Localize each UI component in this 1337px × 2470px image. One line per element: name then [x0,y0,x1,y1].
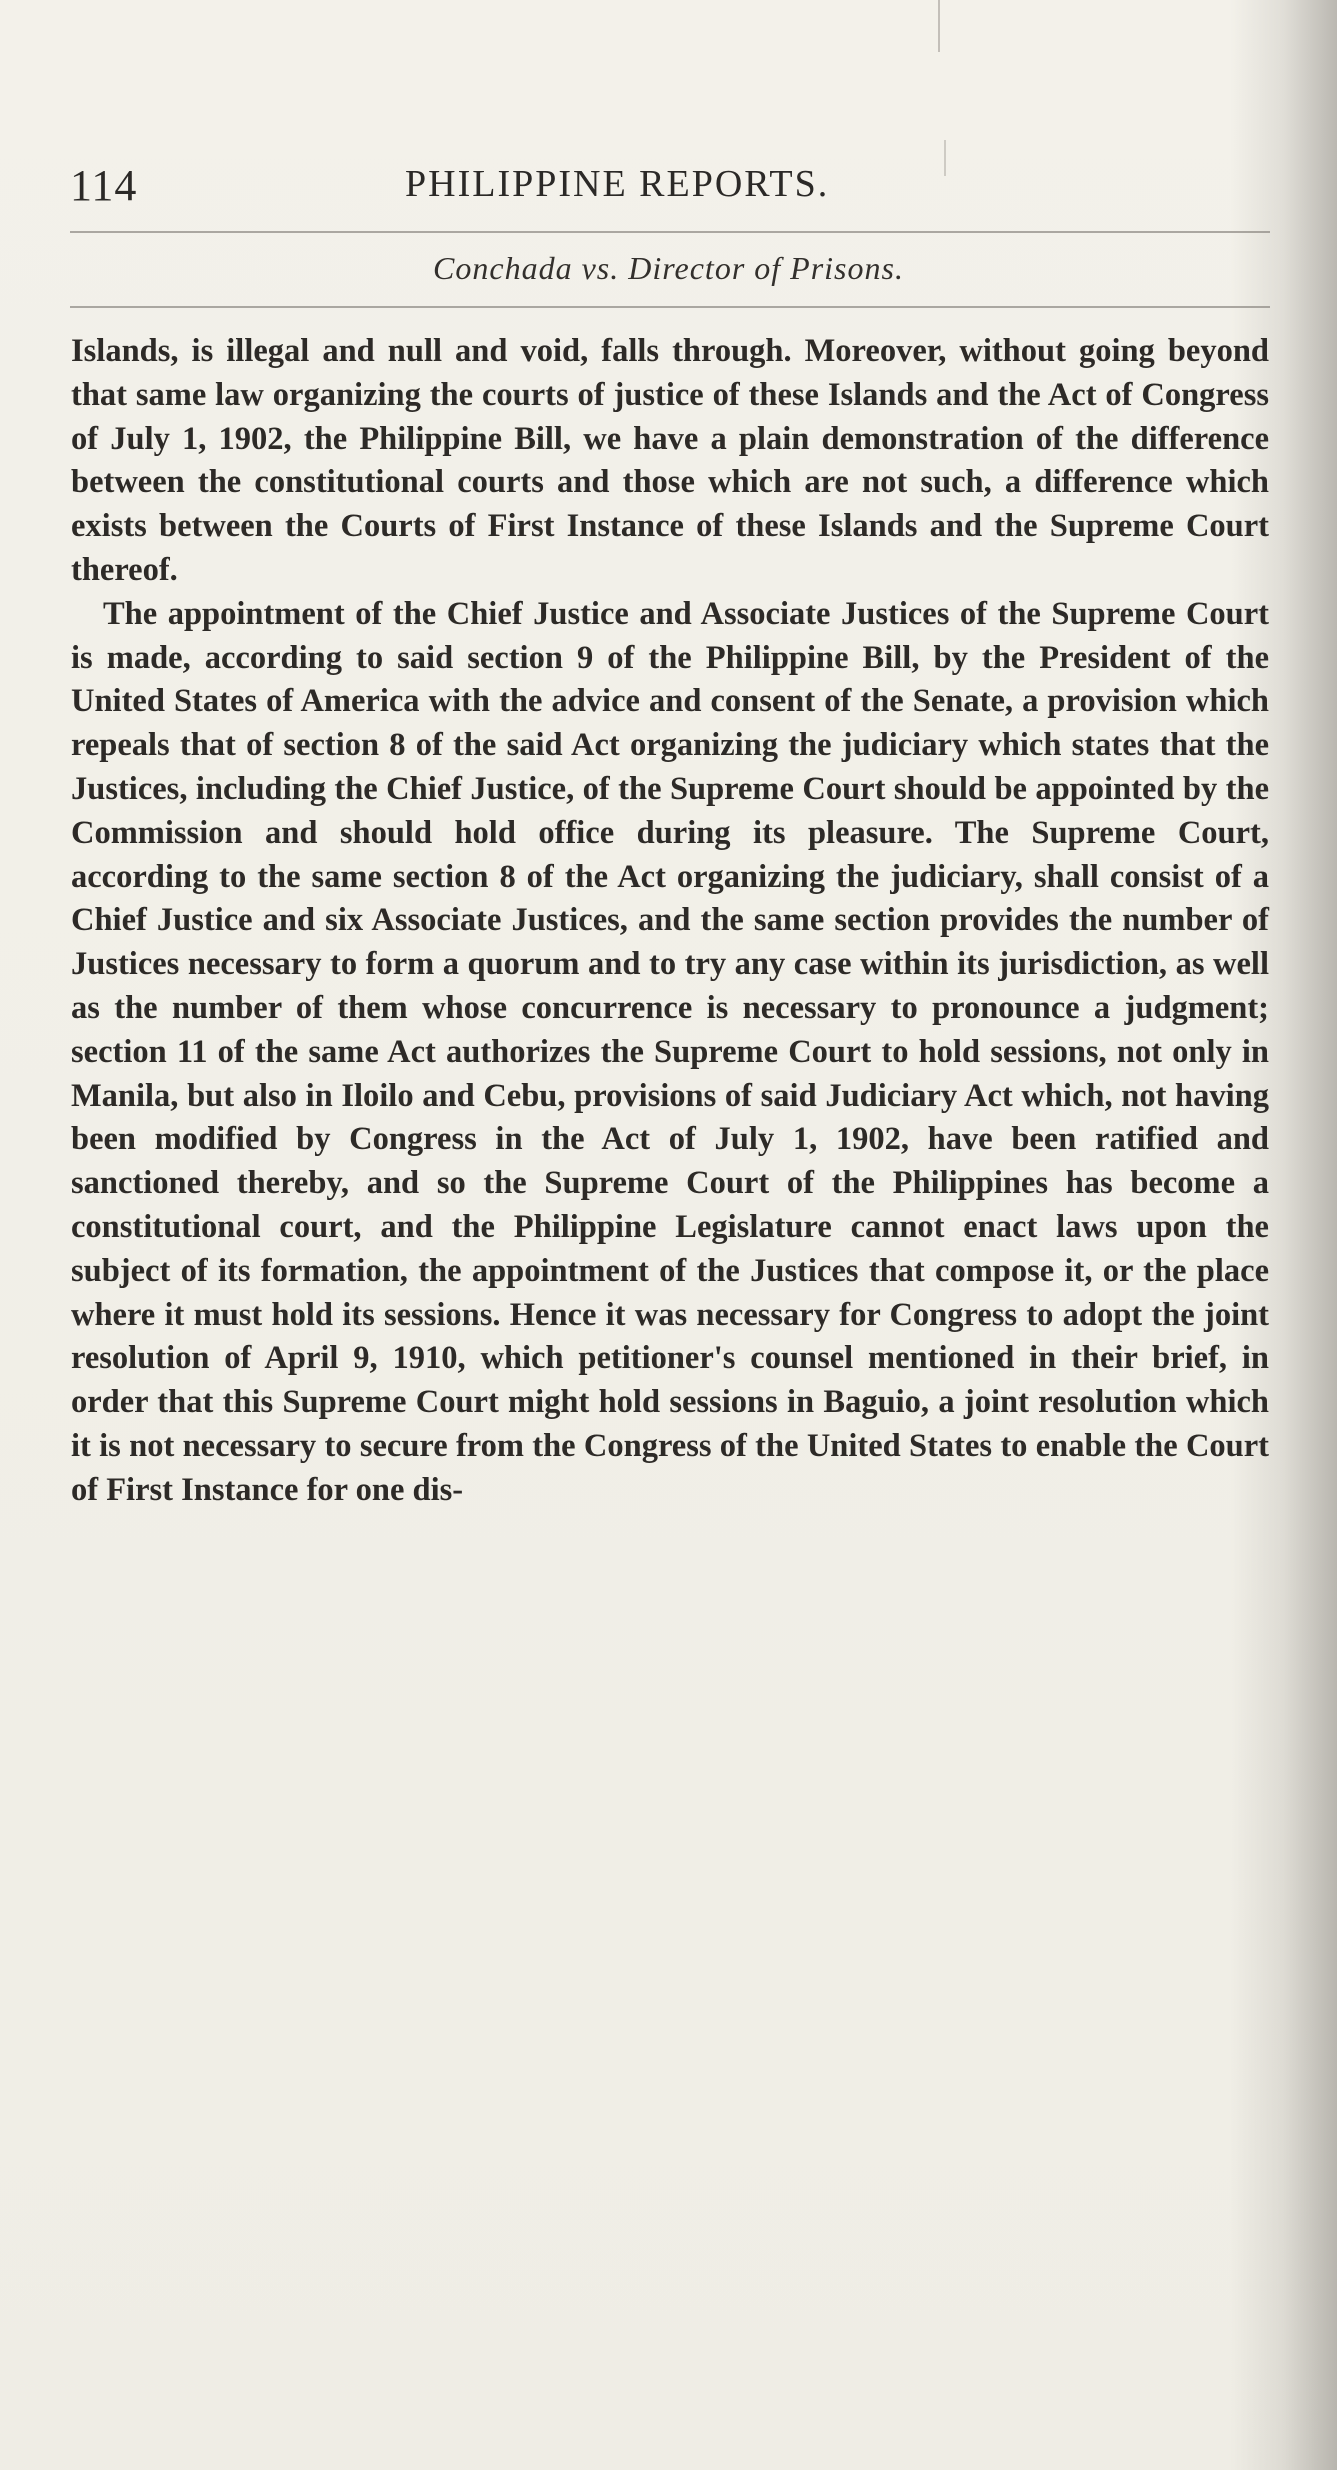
running-title: PHILIPPINE REPORTS. [405,163,830,205]
paragraph-appointment: The appointment of the Chief Justice and Associate Justices of the Supreme Court is made, according to said section 9 of the Philippine Bill, by the President of the United States of America with the advice and consent of the Senate, a provision which repeals that of section 8 of the said Act organizing the judiciary which states that the Justices, including the Chief Justice, of the Supreme Court should be appointed by the Commission and should hold office during its pleasure. The Supreme Court, according to the same section 8 of the Act organizing the judiciary, shall consist of a Chief Justice and six Associate Justices, and the same section provides the number of Justices necessary to form a quorum and to try any case within its jurisdiction, as well as the number of them whose concurrence is necessary to pronounce a judgment; section 11 of the same Act authorizes the Supreme Court to hold sessions, not only in Manila, but also in Iloilo and Cebu, provisions of said Judiciary Act which, not having been modified by Congress in the Act of July 1, 1902, have been ratified and sanctioned thereby, and so the Supreme Court of the Philippines has become a constitutional court, and the Philippine Legislature cannot enact laws upon the subject of its formation, the appointment of the Justices that compose it, or the place where it must hold its sessions. Hence it was necessary for Congress to adopt the joint resolution of April 9, 1910, which petitioner's counsel mentioned in their brief, in order that this Supreme Court might hold sessions in Baguio, a joint resolution which it is not necessary to secure from the Congress of the United States to enable the Court of First Instance for one dis- [71,595,1269,1508]
body-text [71,330,1269,1513]
binding-mark [938,0,940,52]
page-number: 114 [70,161,138,210]
paragraph-continuation: Islands, is illegal and null and void, falls through. Moreover, without going beyond that same law organizing the courts of justice of these Islands and the Act of Congress of July 1, 1902, the Philippine Bill, we have a plain demonstration of the difference between the constitutional courts and those which are not such, a difference which exists between the Courts of First Instance of these Islands and the Supreme Court thereof. [71,333,1269,588]
header-rule-bottom [70,306,1270,308]
page-header [70,160,1270,220]
case-title: Conchada vs. Director of Prisons. [433,250,904,286]
header-rule-top [70,231,1270,233]
